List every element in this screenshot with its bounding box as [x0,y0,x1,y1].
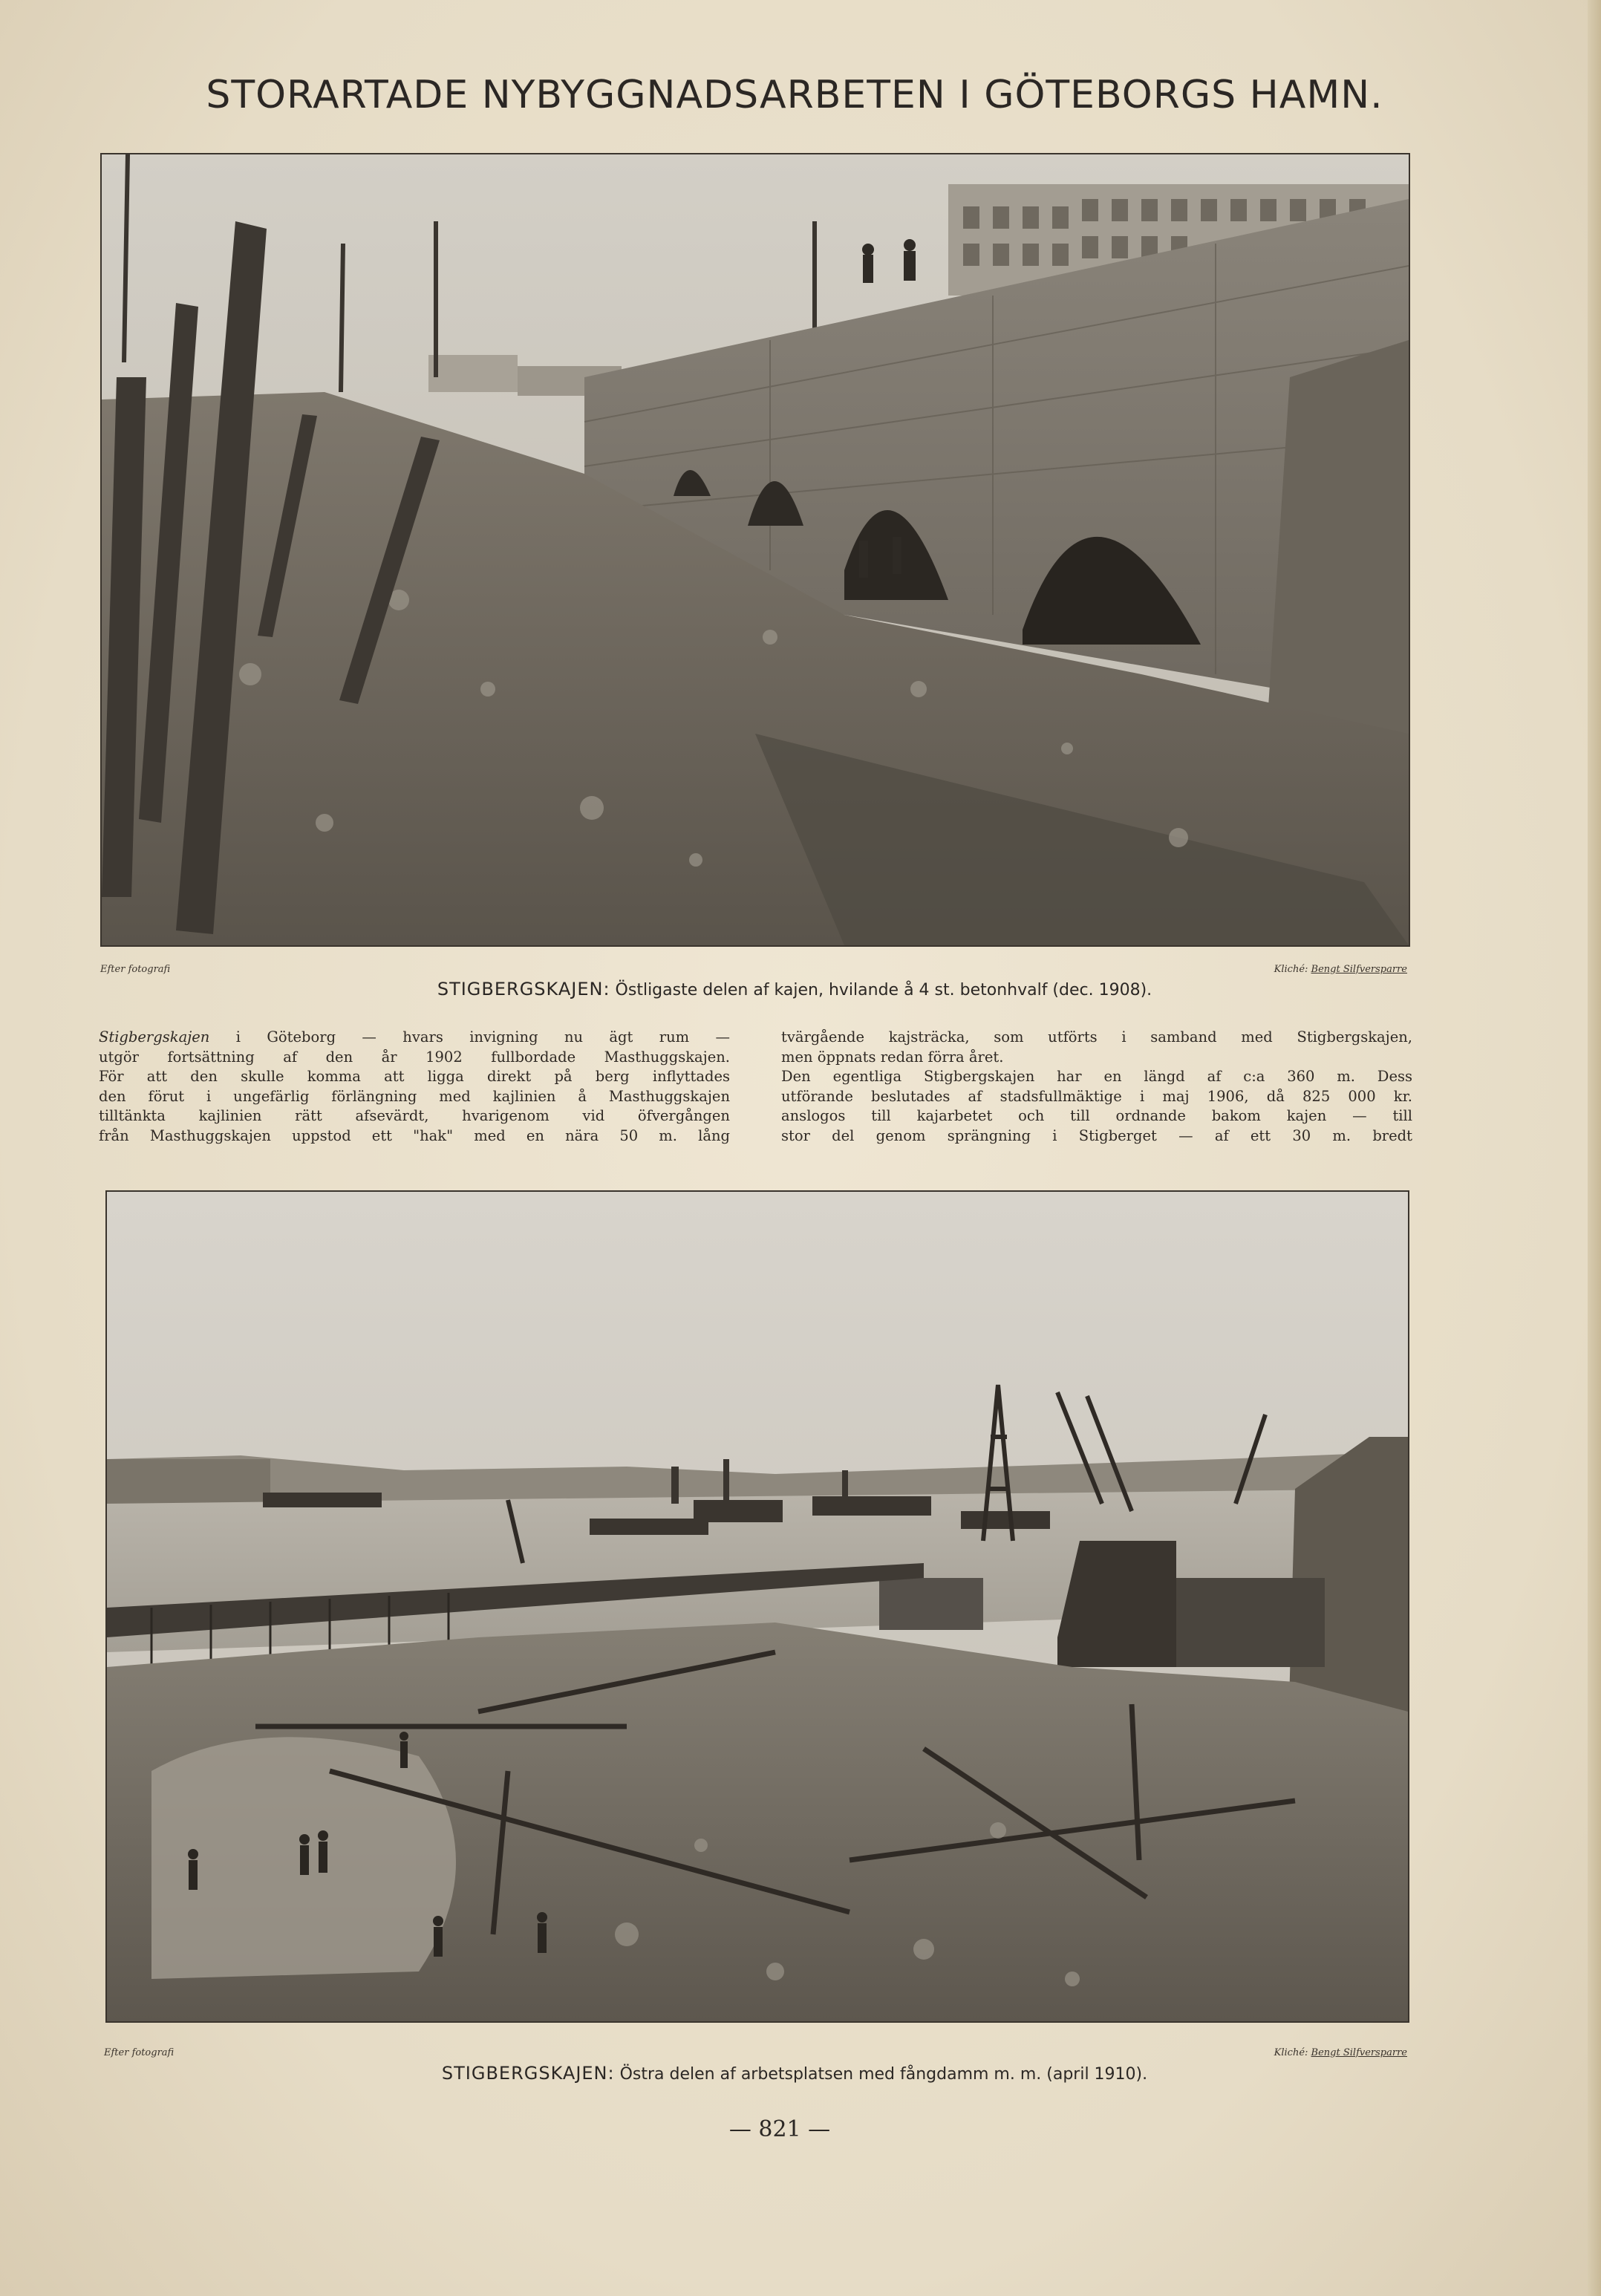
body-line: utgör fortsättning af den år 1902 fullbordade Masthuggskajen. [99,1048,730,1066]
body-line: stor del genom sprängning i Stigberget — af ett 30 m. bredt [781,1126,1412,1144]
body-line: För att den skulle komma att ligga direkt på berg inflyttades [99,1068,730,1085]
body-line: tvärgående kajsträcka, som utförts i samband med Stigbergskajen, [781,1028,1412,1046]
figure1-credit-cliche [1218,964,1407,975]
figure2-credit-cliche-prefix: Kliché: [1274,2047,1311,2058]
figure2-caption-text: Östra delen af arbetsplatsen med fångdamm m. m. (april 1910). [614,2065,1148,2084]
figure2-caption [104,2063,1485,2084]
body-line: den förut i ungefärlig förlängning med kajlinien å Masthuggskajen [99,1087,730,1105]
body-line: men öppnats redan förra året. [781,1048,1004,1066]
photo-stigbergskajen-worksite [105,1190,1409,2023]
photo-worksite-illustration [107,1192,1408,2021]
figure2-credit-cliche [1218,2047,1407,2058]
photo-arches-illustration [102,154,1409,945]
body-line [99,1028,730,1048]
page-heading: STORARTADE NYBYGGNADSARBETEN I GÖTEBORGS HAMN. [206,73,1383,117]
figure1-caption-text: Östligaste delen af kajen, hvilande å 4 st. betonhvalf (dec. 1908). [610,981,1152,999]
figure1-caption-lead: STIGBERGSKAJEN: [437,979,610,999]
body-line: från Masthuggskajen uppstod ett "hak" med en nära 50 m. lång [99,1126,730,1144]
body-text-right-column [781,1028,1412,1146]
figure1-credit-cliche-name: Bengt Silfversparre [1311,964,1407,975]
body-line: Den egentliga Stigbergskajen har en längd af c:a 360 m. Dess [781,1068,1412,1085]
body-lead-word: Stigbergskajen [99,1028,210,1046]
figure2-credit-photo: Efter fotografi [104,2047,175,2058]
page-number: — 821 — [728,2116,831,2142]
body-line: anslogos till kajarbetet och till ordnande bakom kajen — till [781,1107,1412,1124]
figure2-credit-cliche-name: Bengt Silfversparre [1311,2047,1407,2058]
photo-stigbergskajen-arches [100,153,1410,947]
body-line-text: i Göteborg — hvars invigning nu ägt rum — [209,1028,730,1046]
figure1-credit-cliche-prefix: Kliché: [1274,964,1311,975]
body-line: utförande beslutades af stadsfullmäktige i maj 1906, då 825 000 kr. [781,1087,1412,1105]
figure1-caption [104,979,1485,999]
figure1-credit-photo: Efter fotografi [100,964,171,975]
page-edge [1588,0,1601,2296]
figure2-caption-lead: STIGBERGSKAJEN: [441,2063,615,2084]
body-text-left-column [99,1028,730,1146]
body-line: tilltänkta kajlinien rätt afsevärdt, hvarigenom vid öfvergången [99,1107,730,1124]
